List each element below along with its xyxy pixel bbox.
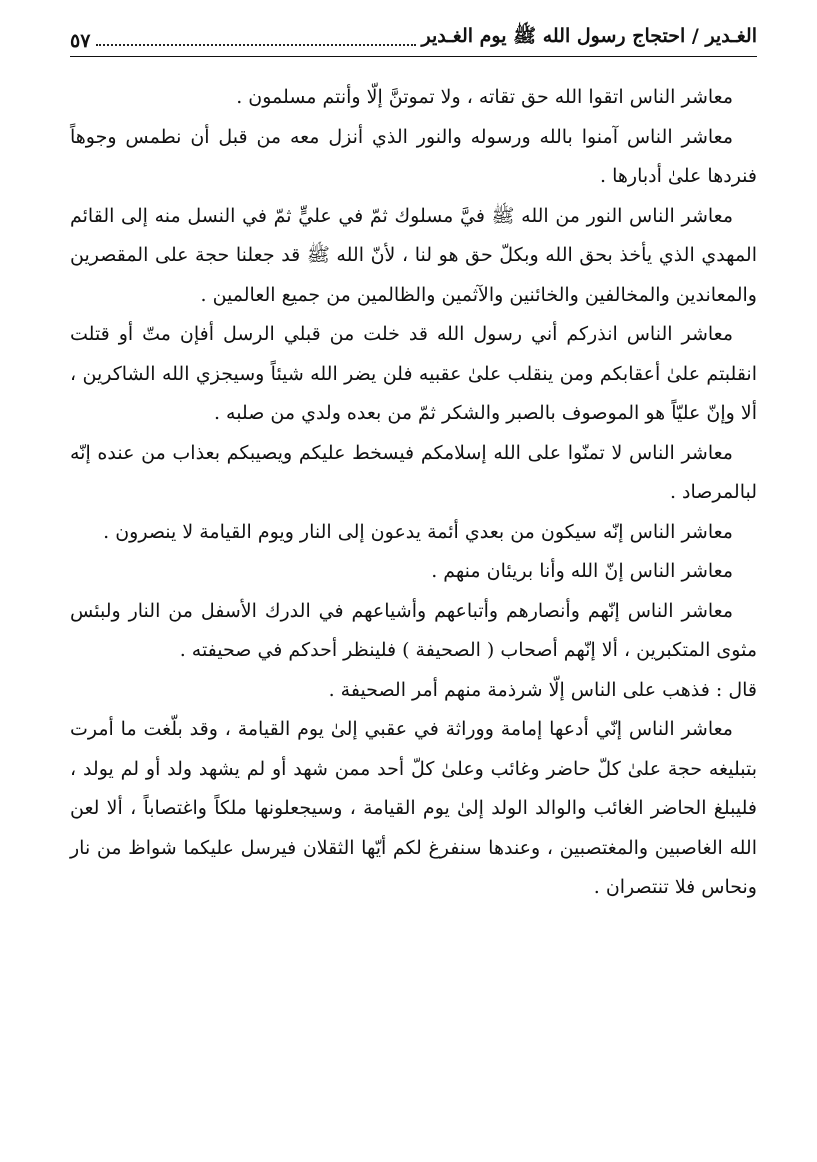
paragraph: معاشر الناس اتقوا الله حق تقاته ، ولا تموتنَّ إلّا وأنتم مسلمون . (236, 86, 733, 108)
header-title: الغـدير / احتجاج رسول الله ﷺ يوم الغـدير (421, 25, 757, 47)
paragraph: معاشر الناس لا تمنّوا على الله إسلامكم فيسخط عليكم ويصيبكم بعذاب من عنده إنّه لبالمرصاد . (70, 441, 757, 503)
paragraph: قال : فذهب على الناس إلّا شرذمة منهم أمر الصحيفة . (328, 678, 757, 701)
running-header (70, 18, 757, 52)
paragraph: معاشر الناس إنّهم وأنصارهم وأتباعهم وأشياعهم في الدرك الأسفل من النار ولبئس مثوى المتكبرين ، ألا إنّهم أصحاب ( الصحيفة ) فلينظر أحدكم في صحيفته . (70, 599, 757, 661)
paragraph: معاشر الناس انذركم أني رسول الله قد خلت من قبلي الرسل أفإن متّ أو قتلت انقلبتم علىٰ أعقابكم ومن ينقلب علىٰ عقبيه فلن يضر الله شيئاً وسيجزي الله الشاكرين ، ألا وإنّ عليّاً هو الموصوف بالصبر والشكر ثمّ من بعده ولدي من صلبه . (70, 323, 757, 424)
paragraph: معاشر الناس آمنوا بالله ورسوله والنور الذي أنزل معه من قبل أن نطمس وجوهاً فنردها علىٰ أدبارها . (70, 125, 757, 187)
paragraph: معاشر الناس إنّه سيكون من بعدي أئمة يدعون إلى النار ويوم القيامة لا ينصرون . (103, 520, 733, 543)
body-text (70, 78, 757, 908)
header-rule (70, 56, 757, 57)
page-number: ٥٧ (70, 30, 91, 52)
paragraph: معاشر الناس إنّي أدعها إمامة ووراثة في عقبي إلىٰ يوم القيامة ، وقد بلّغت ما أمرت بتبليغه حجة علىٰ كلّ حاضر وغائب وعلىٰ كلّ أحد ممن شهد أو لم يشهد ولد أو لم يولد ، فليبلغ الحاضر الغائب والوالد الولد إلىٰ يوم القيامة ، وسيجعلونها ملكاً واغتصاباً ، ألا لعن الله الغاصبين والمغتصبين ، وعندها سنفرغ لكم أيّها الثقلان فيرسل عليكما شواظ من نار ونحاس فلا تنتصران . (70, 718, 757, 898)
paragraph: معاشر الناس النور من الله ﷺ فيَّ مسلوك ثمّ في عليٍّ ثمّ في النسل منه إلى القائم المهدي الذي يأخذ بحق الله وبكلّ حق هو لنا ، لأنّ الله ﷺ قد جعلنا حجة على المقصرين والمعاندين والمخالفين والخائنين والآثمين والظالمين من جميع العالمين . (70, 204, 757, 306)
header-dot-leader (96, 44, 415, 46)
paragraph: معاشر الناس إنّ الله وأنا بريئان منهم . (431, 560, 733, 582)
